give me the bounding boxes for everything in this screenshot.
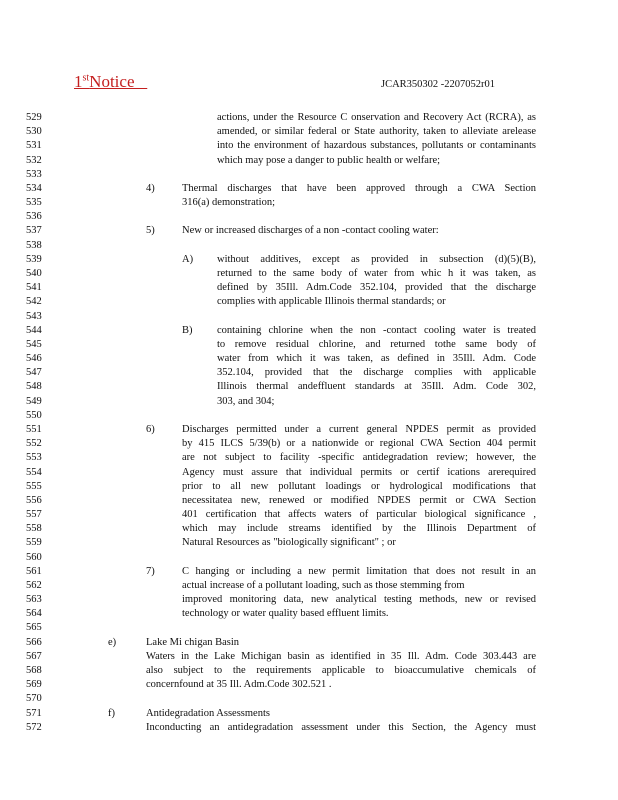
notice-word: Notice: [89, 72, 135, 91]
document-line: [0, 636, 618, 650]
line-number: 547: [26, 367, 42, 379]
line-text: by 415 ILCS 5/39(b) or a nationwide or regional CWA Section 404 permit: [182, 438, 536, 450]
line-text: defined by 35Ill. Adm.Code 352.104, provided that the discharge: [217, 282, 536, 294]
document-line: [0, 409, 618, 423]
document-line: [0, 182, 618, 196]
document-line: [0, 536, 618, 550]
line-number: 552: [26, 438, 42, 450]
document-line: [0, 324, 618, 338]
line-number: 563: [26, 594, 42, 606]
line-text: Agency must assure that individual permits or certif ications arerequired: [182, 466, 536, 478]
line-number: 555: [26, 480, 42, 492]
document-line: [0, 295, 618, 309]
line-number: 561: [26, 565, 42, 577]
document-line: [0, 111, 618, 125]
document-line: [0, 125, 618, 139]
document-line: [0, 395, 618, 409]
line-number: 569: [26, 679, 42, 691]
list-marker: 6): [146, 423, 155, 435]
line-number: 533: [26, 168, 42, 180]
list-marker: e): [108, 636, 117, 648]
notice-suffix: st: [82, 72, 90, 84]
document-line: [0, 253, 618, 267]
document-line: [0, 607, 618, 621]
notice-header: [74, 72, 147, 92]
line-text: prior to all new pollutant loadings or hydrological modifications that: [182, 480, 536, 492]
document-line: [0, 621, 618, 635]
list-marker: 5): [146, 225, 155, 237]
line-text: actions, under the Resource C onservation and Recovery Act (RCRA), as: [217, 112, 536, 123]
line-text: into the environment of hazardous substances, pollutants or contaminants: [217, 140, 536, 152]
line-text: Waters in the Lake Michigan basin as identified in 35 Ill. Adm. Code 303.443 are: [146, 650, 536, 662]
line-text: 401 certification that affects waters of particular biological significance ,: [182, 509, 536, 521]
line-number: 554: [26, 466, 42, 478]
line-number: 556: [26, 494, 42, 506]
line-text: 316(a) demonstration;: [182, 197, 276, 209]
document-line: [0, 139, 618, 153]
document-line: [0, 692, 618, 706]
line-text: water from which it was taken, as defined in 35Ill. Adm. Code: [217, 353, 536, 365]
line-number: 568: [26, 665, 42, 677]
document-code: JCAR350302 -2207052r01: [381, 79, 496, 90]
line-text: containing chlorine when the non -contact cooling water is treated: [217, 324, 536, 336]
document-line: [0, 423, 618, 437]
document-line: [0, 565, 618, 579]
line-text: to remove residual chlorine, and returned tothe same body of: [217, 338, 536, 350]
line-text: which may include streams identified by the Illinois Department of: [182, 523, 536, 535]
line-number: 538: [26, 239, 42, 251]
line-text: Antidegradation Assessments: [146, 707, 270, 719]
line-text: necessitatea new, renewed or modified NPDES permit or CWA Section: [182, 494, 536, 506]
line-text: Lake Mi chigan Basin: [146, 636, 240, 648]
document-line: [0, 310, 618, 324]
document-line: [0, 522, 618, 536]
line-number: 529: [26, 112, 42, 123]
line-text: amended, or similar federal or State authority, taken to alleviate arelease: [217, 126, 536, 138]
line-text: actual increase of a pollutant loading, such as those stemming from: [182, 579, 465, 591]
document-line: [0, 551, 618, 565]
document-line: [0, 352, 618, 366]
line-number: 560: [26, 551, 42, 563]
document-line: [0, 593, 618, 607]
line-number: 564: [26, 608, 42, 620]
document-line: [0, 579, 618, 593]
line-text: Inconducting an antidegradation assessment under this Section, the Agency must: [146, 721, 536, 733]
line-text: complies with applicable Illinois thermal standards; or: [217, 296, 446, 308]
line-number: 558: [26, 523, 42, 535]
line-number: 542: [26, 296, 42, 308]
document-line: [0, 210, 618, 224]
line-number: 557: [26, 509, 42, 521]
line-number: 562: [26, 579, 42, 591]
line-number: 545: [26, 338, 42, 350]
document-line: [0, 650, 618, 664]
line-text: technology or water quality based effluent limits.: [182, 608, 389, 620]
document-line: [0, 239, 618, 253]
line-number: 530: [26, 126, 42, 138]
list-marker: B): [182, 324, 193, 336]
line-number: 532: [26, 154, 42, 166]
line-number: 544: [26, 324, 42, 336]
line-text: Illinois thermal andeffluent standards at 35Ill. Adm. Code 302,: [217, 381, 536, 393]
line-number: 548: [26, 381, 42, 393]
line-text: 303, and 304;: [217, 395, 275, 407]
line-text: improved monitoring data, new analytical testing methods, new or revised: [182, 594, 536, 606]
document-line: [0, 508, 618, 522]
list-marker: f): [108, 707, 115, 719]
line-text: New or increased discharges of a non -contact cooling water:: [182, 225, 439, 237]
line-number: 540: [26, 267, 42, 279]
document-line: [0, 338, 618, 352]
document-line: [0, 466, 618, 480]
line-number: 539: [26, 253, 42, 265]
line-number: 535: [26, 197, 42, 209]
line-number: 534: [26, 182, 42, 194]
document-line: [0, 494, 618, 508]
line-text: Discharges permitted under a current general NPDES permit as provided: [182, 423, 536, 435]
line-number: 531: [26, 140, 42, 152]
document-line: [0, 451, 618, 465]
line-number: 536: [26, 211, 42, 223]
line-number: 571: [26, 707, 42, 719]
line-number: 537: [26, 225, 42, 237]
document-line: [0, 664, 618, 678]
line-text: 352.104, provided that the discharge complies with applicable: [217, 367, 536, 379]
line-number: 549: [26, 395, 42, 407]
line-number: 567: [26, 650, 42, 662]
document-line: [0, 281, 618, 295]
line-number: 566: [26, 636, 42, 648]
document-line: [0, 437, 618, 451]
line-number: 559: [26, 537, 42, 549]
line-text: C hanging or including a new permit limitation that does not result in an: [182, 565, 536, 577]
line-number: 543: [26, 310, 42, 322]
notice-number: 1: [74, 72, 83, 91]
list-marker: A): [182, 253, 194, 265]
list-marker: 4): [146, 182, 155, 194]
line-number: 546: [26, 353, 42, 365]
list-marker: 7): [146, 565, 155, 577]
line-number: 553: [26, 452, 42, 464]
line-text: Natural Resources as "biologically significant" ; or: [182, 537, 396, 549]
document-line: [0, 366, 618, 380]
line-number: 572: [26, 721, 42, 733]
line-number: 550: [26, 409, 42, 421]
line-number: 565: [26, 622, 42, 634]
line-text: are not subject to facility -specific antidegradation review; however, the: [182, 452, 536, 464]
document-line: [0, 380, 618, 394]
document-line: [0, 721, 618, 735]
document-line: [0, 707, 618, 721]
line-text: also subject to the requirements applicable to bioaccumulative chemicals of: [146, 665, 536, 677]
line-text: concernfound at 35 Ill. Adm.Code 302.521 .: [146, 679, 332, 691]
line-number: 541: [26, 282, 42, 294]
line-number: 551: [26, 423, 42, 435]
line-text: Thermal discharges that have been approved through a CWA Section: [182, 182, 536, 194]
line-text: which may pose a danger to public health or welfare;: [217, 154, 441, 166]
line-text: returned to the same body of water from whic h it was taken, as: [217, 267, 536, 279]
document-line: [0, 678, 618, 692]
document-line: [0, 267, 618, 281]
line-text: without additives, except as provided in subsection (d)(5)(B),: [217, 253, 536, 265]
document-line: [0, 168, 618, 182]
document-line: [0, 196, 618, 210]
document-line: [0, 480, 618, 494]
document-line: [0, 154, 618, 168]
line-number: 570: [26, 693, 42, 705]
document-line: [0, 224, 618, 238]
